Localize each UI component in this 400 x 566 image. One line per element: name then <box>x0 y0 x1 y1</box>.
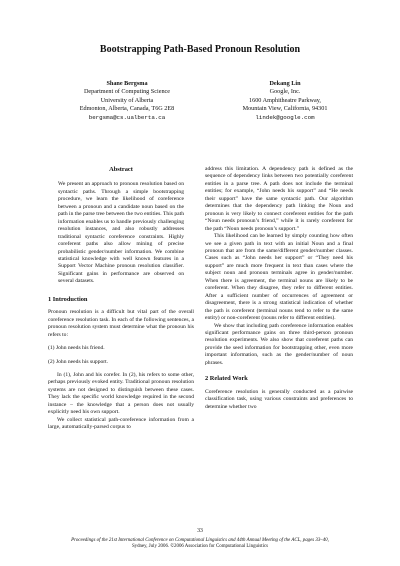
author-dept: Department of Computing Science <box>83 88 171 96</box>
author-org: 1600 Amphitheatre Parkway, <box>249 96 321 104</box>
author-dept: Google, Inc. <box>269 88 301 96</box>
paragraph: Coreference resolution is generally conducted as a pairwise classification task, using various constraints and preferences to determine whether two <box>205 388 353 410</box>
left-column <box>48 166 194 432</box>
author-email: bergsma@cs.ualberta.ca <box>88 113 166 121</box>
section-heading-introduction: 1 Introduction <box>48 295 88 303</box>
paragraph: In (1), John and his corefer. In (2), his refers to some other, perhaps previously evoked entity. Traditional pronoun resolution systems are not designed to distinguish between these cases. They lack the specific world knowledge required in the second instance – the knowledge that a person does not usually explicitly need his own support. <box>48 371 194 416</box>
author-org: University of Alberta <box>100 96 154 104</box>
paragraph: We show that including path coreference information enables significant performance gains on three third-person pronoun resolution experiments. We also show that coreferent paths can provide the seed information for bootstrapping other, even more important information, such as the gender/number of noun phrases. <box>205 322 353 366</box>
page-number: 33 <box>197 528 203 534</box>
author-block-1 <box>42 80 212 122</box>
footer-proceedings: Proceedings of the 21st International Conference on Computational Linguistics and 44th Annual Meeting of the ACL, pages 33–40, <box>71 538 329 543</box>
author-address: Mountain View, California, 94301 <box>242 105 328 113</box>
author-address: Edmonton, Alberta, Canada, T6G 2E8 <box>79 105 175 113</box>
proceedings-footer <box>20 538 380 551</box>
author-name: Dekang Lin <box>269 80 301 87</box>
abstract-text: We present an approach to pronoun resolution based on syntactic paths. Through a simple bootstrapping procedure, we learn the likelihood of coreference between a pronoun and a candidate noun based on the path in the parse tree between the two entities. This path information enables us to handle previously challenging resolution instances, and also robustly addresses traditional syntactic coreference constraints. Highly coreferent paths also allow mining of precise probabilistic gender/number information. We combine statistical knowledge with well known features in a Support Vector Machine pronoun resolution classifier. Significant gains in performance are observed on several datasets. <box>58 181 184 285</box>
author-email: lindek@google.com <box>255 113 315 121</box>
footer-location: Sydney, July 2006. ©2006 Association for Computational Linguistics <box>131 544 269 550</box>
paragraph: We collect statistical path-coreference information from a large, automatically-parsed corpus to <box>48 416 194 431</box>
paragraph: This likelihood can be learned by simply counting how often we see a given path in text with an initial Noun and a final pronoun that are from the same/different gender/number classes. Cases such as “John needs her support” or “They need his support” are much more frequent in text than cases where the subject noun and pronoun terminals agree in gender/number. When there is agreement, the terminal nouns are likely to be coreferent. When they disagree, they refer to different entities. After a sufficient number of occurrences of agreement or disagreement, there is a strong statistical indication of whether the path is coreferent (terminal nouns tend to refer to the same entity) or non-coreferent (nouns refer to different entities). <box>205 233 353 322</box>
example-sentence-1: (1) John needs his friend. <box>48 345 105 352</box>
paper-title: Bootstrapping Path-Based Pronoun Resolution <box>99 44 301 55</box>
paragraph: Pronoun resolution is a difficult but vital part of the overall coreference resolution task. In each of the following sentences, a pronoun resolution system must determine what the pronoun his refers to: <box>48 309 194 338</box>
paragraph: address this limitation. A dependency path is defined as the sequence of dependency links between two potentially coreferent entities in a parse tree. A path does not include the terminal entities; for example, “John needs his support” and “He needs their support” have the same syntactic path. Our algorithm determines that the dependency path linking the Noun and pronoun is very likely to connect coreferent entities for the path “Noun needs pronoun’s friend,” while it is rarely coreferent for the path “Noun needs pronoun’s support.” <box>205 166 353 232</box>
section-heading-related-work: 2 Related Work <box>205 375 248 383</box>
author-name: Shane Bergsma <box>106 80 148 87</box>
author-block-2 <box>200 80 370 122</box>
abstract-heading: Abstract <box>109 166 133 173</box>
right-column <box>205 166 353 411</box>
example-sentence-2: (2) John needs his support. <box>48 358 109 365</box>
